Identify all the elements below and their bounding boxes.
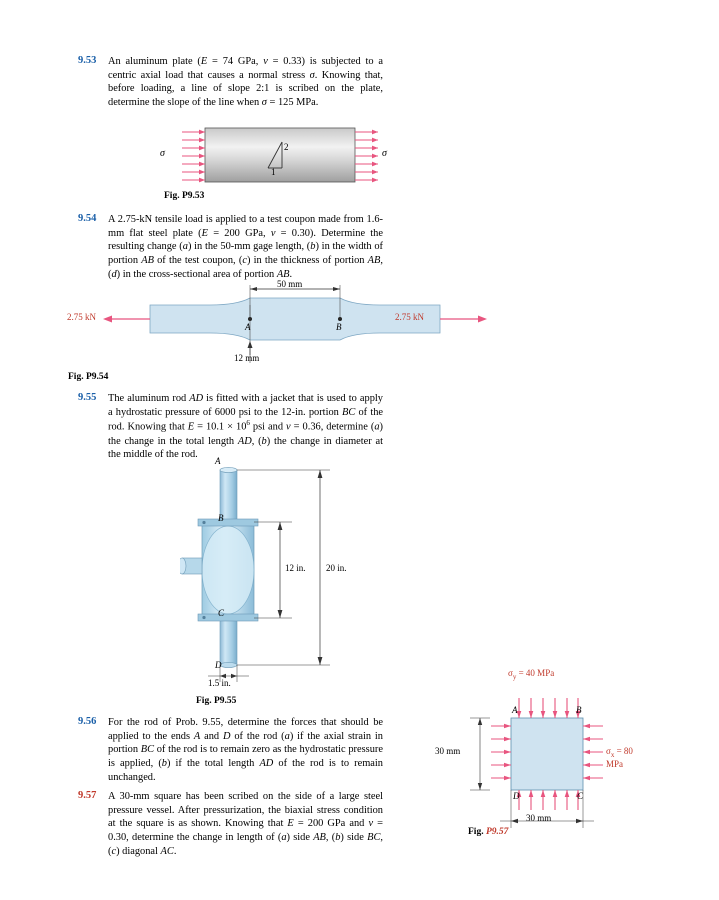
problem-number-9-55: 9.55 xyxy=(78,392,97,403)
figure-9-57 xyxy=(435,668,648,837)
corner-label-d: D xyxy=(513,791,520,801)
figure-caption-prefix: Fig. xyxy=(468,827,484,837)
slope-rise-label: 2 xyxy=(284,142,289,152)
problem-9-57 xyxy=(78,790,383,859)
corner-label-a: A xyxy=(512,705,518,715)
point-label-b-55: B xyxy=(218,513,224,523)
problem-text-9-56: For the rod of Prob. 9.55, determine the forces that should be applied to the ends A and D of the rod (a) if the axial strain in portion BC of the rod is to remain zero as the hydrostatic pressure is applied, (b) if the total length AD of the rod is to remain unchanged. xyxy=(108,717,383,783)
sigma-y-label: $\sigma_y = 40$ MPa xyxy=(508,668,555,681)
stress-label-left: σ xyxy=(160,148,165,159)
point-label-a: A xyxy=(245,322,251,332)
figure-9-53 xyxy=(160,120,400,190)
stress-label-right: σ xyxy=(382,148,387,159)
problem-text-9-57: A 30-mm square has been scribed on the side of a large steel pressure vessel. After pressurization, the biaxial stress condition at the square is as shown. Knowing that E = 200 GPa and ν = 0.30, determine the change in length of (a) side AB, (b) side BC, (c) diagonal AC. xyxy=(108,791,383,857)
point-label-d-55: D xyxy=(215,660,222,670)
height-dim-label: 30 mm xyxy=(435,746,461,756)
corner-label-c: C xyxy=(577,791,584,801)
figure-9-54 xyxy=(67,279,495,370)
gage-length-label: 50 mm xyxy=(277,279,303,289)
load-label-left: 2.75 kN xyxy=(67,312,96,322)
dim-20in-label: 20 in. xyxy=(326,563,347,573)
figure-caption-9-53: Fig. P9.53 xyxy=(164,191,205,201)
problem-text-9-55: The aluminum rod AD is fitted with a jacket that is used to apply a hydrostatic pressure of 6000 psi to the 12-in. portion BC of the rod. Knowing that $E = 10.1 \times 10^6$ psi and ν = 0.36, determine (a) the change in the total length AD, (b) the change in diameter at the middle of the rod. xyxy=(108,393,384,461)
figure-caption-9-54: Fig. P9.54 xyxy=(68,372,109,382)
point-label-c-55: C xyxy=(218,608,225,618)
figure-caption-9-55: Fig. P9.55 xyxy=(196,696,237,706)
problem-9-54 xyxy=(78,213,383,282)
width-dim-label: 30 mm xyxy=(526,813,552,823)
problem-9-56 xyxy=(78,716,383,785)
width-label: 12 mm xyxy=(234,353,260,363)
dim-12in-label: 12 in. xyxy=(285,563,306,573)
problem-text-9-53: An aluminum plate (E = 74 GPa, ν = 0.33) is subjected to a centric axial load that causes a normal stress σ. Knowing that, before loading, a line of slope 2:1 is scribed on the plate, determine the slope of the line when σ = 125 MPa. xyxy=(108,56,383,109)
point-label-b: B xyxy=(336,322,342,332)
figure-9-55 xyxy=(180,456,380,690)
dim-diameter-label: 1.5 in. xyxy=(208,678,231,688)
slope-run-label: 1 xyxy=(271,167,276,177)
problem-9-53 xyxy=(78,55,383,110)
load-label-right: 2.75 kN xyxy=(395,312,424,322)
problem-number-9-56: 9.56 xyxy=(78,716,97,727)
figure-caption-9-57 xyxy=(468,827,508,837)
point-label-a-55: A xyxy=(215,456,221,466)
problem-number-9-54: 9.54 xyxy=(78,213,97,224)
problem-number-9-53: 9.53 xyxy=(78,55,97,66)
sigma-x-label: $\sigma_x = 80$ MPa xyxy=(606,746,633,769)
figure-caption-number: P9.57 xyxy=(485,827,509,837)
problem-number-9-57: 9.57 xyxy=(78,790,97,801)
problem-9-55 xyxy=(78,392,383,462)
corner-label-b: B xyxy=(576,705,582,715)
problem-text-9-54: A 2.75-kN tensile load is applied to a test coupon made from 1.6-mm flat steel plate (E = 200 GPa, ν = 0.30). Determine the resulting change (a) in the 50-mm gage length, (b) in the width of portion AB of the test coupon, (c) in the thickness of portion AB, (d) in the cross-sectional area of portion AB. xyxy=(108,214,384,280)
